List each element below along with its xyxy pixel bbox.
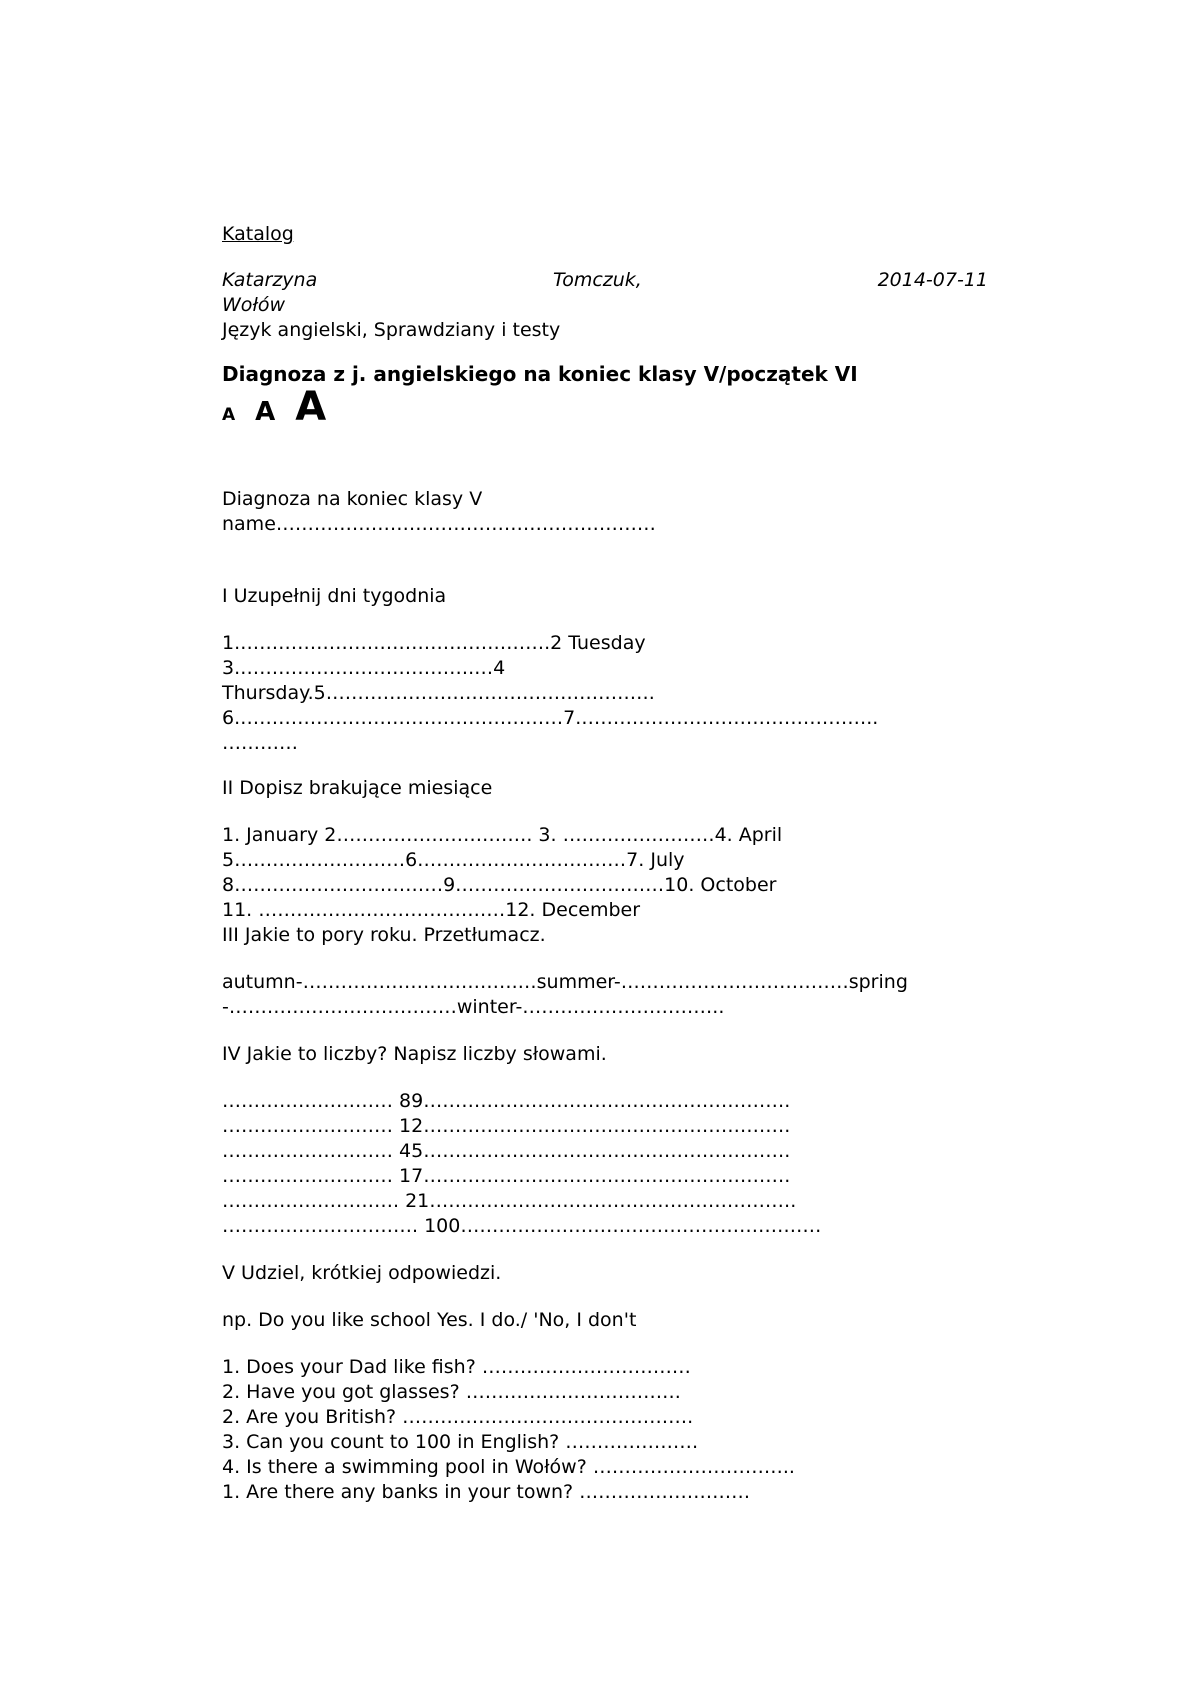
section1-heading: I Uzupełnij dni tygodnia: [222, 585, 447, 607]
spacer: [222, 1067, 988, 1089]
document-page: [222, 222, 988, 1505]
section5-line: 2. Are you British? ……………………………………….: [222, 1406, 694, 1428]
section2-line: 5………………………6……………………………7. July: [222, 849, 685, 871]
author-last-name: Tomczuk,: [552, 269, 642, 291]
section4-line: …………………………. 100…………………………………………………: [222, 1215, 822, 1237]
spacer: [222, 343, 988, 361]
spacer: [222, 247, 988, 265]
category-line: Język angielski, Sprawdziany i testy: [222, 319, 561, 341]
section5-line: 4. Is there a swimming pool in Wołów? …………………………..: [222, 1456, 795, 1478]
spacer: [222, 1286, 988, 1308]
spacer: [222, 801, 988, 823]
section3-text: autumn-…………………………….…summer-………………………………spring-………………………………winter-…………………………..: [222, 971, 908, 1018]
spacer: [222, 1239, 988, 1261]
section1-line: 1.………………………………………….2 Tuesday: [222, 632, 646, 654]
document-title: Diagnoza z j. angielskiego na koniec klasy V/początek VI: [222, 362, 858, 386]
section2-heading: II Dopisz brakujące miesiące: [222, 777, 493, 799]
author-first-name: Katarzyna: [222, 269, 318, 291]
section5-line: 2. Have you got glasses? …………………………….: [222, 1381, 681, 1403]
spacer: [222, 948, 988, 970]
spacer: [222, 609, 988, 631]
section1-line: 6.……………………………………………7.………………………………………..: [222, 707, 879, 729]
name-line: name……………………………………………………: [222, 513, 656, 535]
author-city: Wołów: [222, 294, 286, 316]
section3-heading: III Jakie to pory roku. Przetłumacz.: [222, 924, 546, 946]
section4-heading: IV Jakie to liczby? Napisz liczby słowami.: [222, 1043, 607, 1065]
section5-line: 1. Are there any banks in your town? ………………………: [222, 1481, 751, 1503]
intro-heading: Diagnoza na koniec klasy V: [222, 488, 483, 510]
section4-line: ……………………… 89………………………………………………….: [222, 1090, 791, 1112]
section4-line: ……………………… 45………………………………………………….: [222, 1140, 791, 1162]
spacer: [222, 756, 988, 776]
spacer: [222, 1020, 988, 1042]
section2-line: 8……………………………9……………………………10. October: [222, 874, 777, 896]
section5-line: 1. Does your Dad like fish? ……………………………: [222, 1356, 691, 1378]
publish-date: 2014-07-11: [877, 269, 988, 291]
section5-example: np. Do you like school Yes. I do./ 'No, I don't: [222, 1309, 637, 1331]
section1-line: …………: [222, 732, 298, 754]
font-size-large-button[interactable]: A: [295, 384, 327, 430]
font-size-small-button[interactable]: A: [222, 405, 236, 425]
author-row: [222, 268, 988, 293]
spacer: [222, 447, 988, 487]
section4-line: ………………………. 21………………………………………………….: [222, 1190, 797, 1212]
spacer: [222, 537, 988, 584]
section1-line: Thursday.5…………………………………………….: [222, 682, 655, 704]
catalog-link[interactable]: Katalog: [222, 223, 294, 245]
section5-heading: V Udziel, krótkiej odpowiedzi.: [222, 1262, 502, 1284]
font-size-medium-button[interactable]: A: [255, 397, 276, 427]
section1-line: 3.……………………………….…4: [222, 657, 506, 679]
section4-line: ……………………… 17………………………………………………….: [222, 1165, 791, 1187]
section2-line: 11. …………………………………12. December: [222, 899, 641, 921]
section5-line: 3. Can you count to 100 in English? …………………: [222, 1431, 699, 1453]
spacer: [222, 1333, 988, 1355]
font-size-controls: [222, 384, 988, 447]
section2-line: 1. January 2…………………………. 3. ……………………4. April: [222, 824, 783, 846]
section4-line: ……………………… 12………………………………………………….: [222, 1115, 791, 1137]
